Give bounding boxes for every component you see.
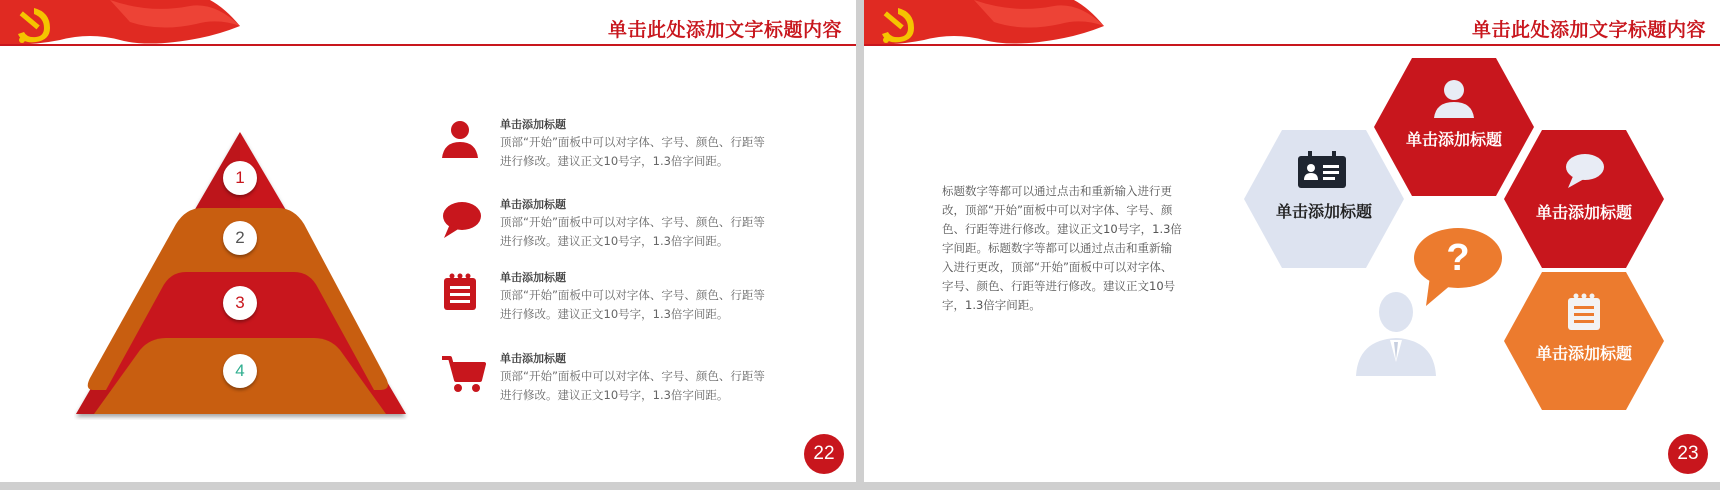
slide-22[interactable] bbox=[0, 0, 856, 482]
item-title-3[interactable]: 单击添加标题 bbox=[500, 271, 566, 284]
hexagon-label-1[interactable]: 单击添加标题 bbox=[1275, 202, 1372, 221]
question-mark: ? bbox=[1446, 237, 1470, 279]
chat-bubble-icon bbox=[440, 200, 482, 240]
person-silhouette-icon bbox=[1354, 290, 1438, 378]
hexagon-label-2[interactable]: 单击添加标题 bbox=[1405, 130, 1502, 149]
header-divider bbox=[0, 44, 856, 46]
page-number-badge: 23 bbox=[1668, 434, 1708, 474]
notepad-icon bbox=[442, 272, 478, 312]
chat-bubble-icon bbox=[1562, 152, 1606, 192]
item-desc-4[interactable]: 顶部“开始”面板中可以对字体、字号、颜色、行距等进行修改。建议正文10号字，1.3倍字间距。 bbox=[500, 369, 765, 402]
slide-title[interactable]: 单击此处添加文字标题内容 bbox=[1471, 19, 1706, 41]
shopping-cart-icon bbox=[440, 354, 486, 394]
party-flag-icon bbox=[864, 0, 1114, 46]
slide-title[interactable]: 单击此处添加文字标题内容 bbox=[607, 19, 842, 41]
page-number-badge: 22 bbox=[804, 434, 844, 474]
id-card-icon bbox=[1296, 150, 1348, 190]
slide-23[interactable] bbox=[864, 0, 1720, 482]
hexagon-label-3[interactable]: 单击添加标题 bbox=[1535, 203, 1632, 222]
item-title-2[interactable]: 单击添加标题 bbox=[500, 198, 566, 211]
pyramid-number-1: 1 bbox=[223, 161, 257, 195]
item-title-4[interactable]: 单击添加标题 bbox=[500, 352, 566, 365]
pyramid-number-3: 3 bbox=[223, 286, 257, 320]
person-icon bbox=[440, 118, 480, 160]
item-desc-1[interactable]: 顶部“开始”面板中可以对字体、字号、颜色、行距等进行修改。建议正文10号字，1.3倍字间距。 bbox=[500, 135, 765, 168]
pyramid-number-2: 2 bbox=[223, 221, 257, 255]
hexagon-label-4[interactable]: 单击添加标题 bbox=[1535, 344, 1632, 363]
body-paragraph[interactable]: 标题数字等都可以通过点击和重新输入进行更改，顶部“开始”面板中可以对字体、字号、颜色、行距等进行修改。建议正文10号字，1.3倍字间距。标题数字等都可以通过点击和重新输入进行更改，顶部“开始”面板中可以对字体、字号、颜色、行距等进行修改。建议正文10号字，1.3倍字间距。 bbox=[942, 184, 1182, 312]
item-desc-2[interactable]: 顶部“开始”面板中可以对字体、字号、颜色、行距等进行修改。建议正文10号字，1.3倍字间距。 bbox=[500, 215, 765, 248]
pyramid-number-4: 4 bbox=[223, 354, 257, 388]
notepad-icon bbox=[1566, 292, 1602, 332]
party-flag-icon bbox=[0, 0, 250, 46]
person-icon bbox=[1432, 78, 1476, 120]
item-title-1[interactable]: 单击添加标题 bbox=[500, 118, 566, 131]
header-divider bbox=[864, 44, 1720, 46]
hexagon-red-right bbox=[1502, 128, 1666, 270]
item-desc-3[interactable]: 顶部“开始”面板中可以对字体、字号、颜色、行距等进行修改。建议正文10号字，1.3倍字间距。 bbox=[500, 288, 765, 321]
